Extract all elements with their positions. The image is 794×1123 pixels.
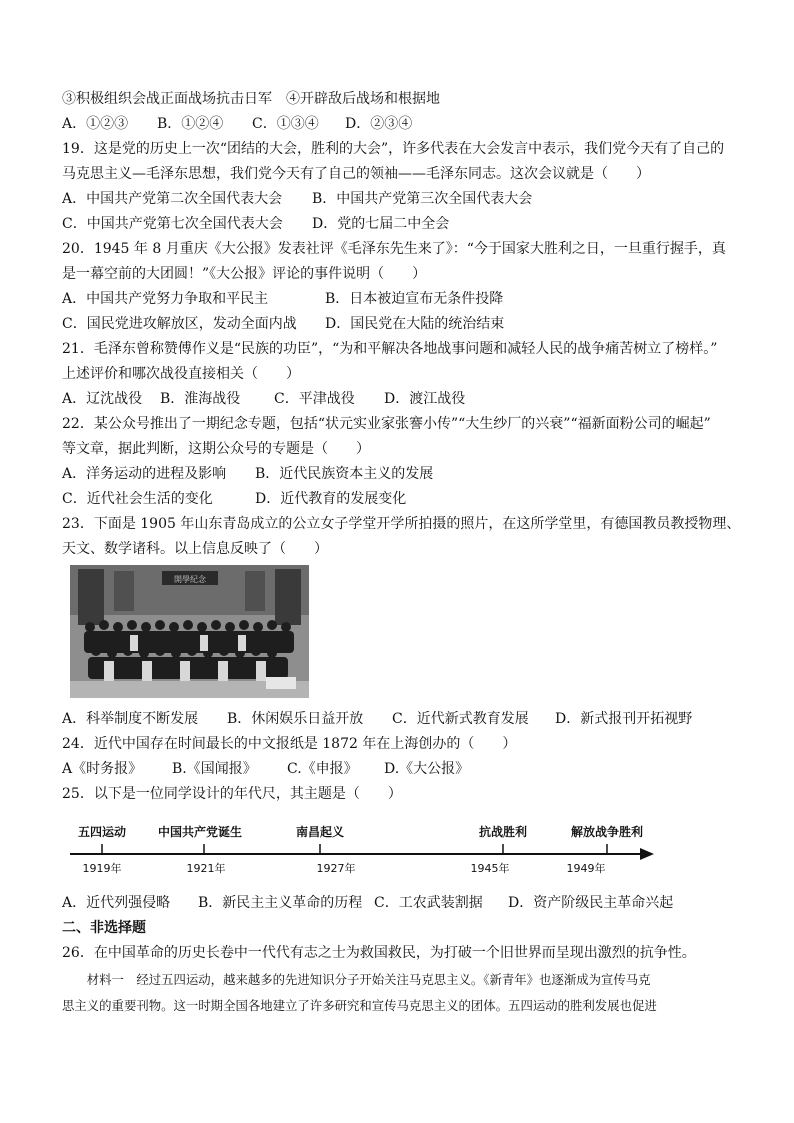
q25-option-c: C．工农武装割据 [374,895,483,911]
q25-option-a: A．近代列强侵略 [62,895,171,911]
q26-material-1-line1: 材料一 经过五四运动，越来越多的先进知识分子开始关注马克思主义。《新青年》也逐渐成为宣传马克 [62,972,651,987]
q20-option-c: C．国民党进攻解放区，发动全面内战 [62,316,297,332]
q21-stem-line1: 21．毛泽东曾称赞傅作义是“民族的功臣”，“为和平解决各地战事问题和减轻人民的战争痛苦树立了榜样。” [62,341,718,357]
q20-option-b: B．日本被迫宣布无条件投降 [325,291,504,307]
group-photo-image [70,565,309,698]
q20-stem-line1: 20．1945 年 8 月重庆《大公报》发表社评《毛泽东先生来了》：“今于国家大胜利之日，一旦重行握手，真 [62,241,726,257]
q21-option-d: D．渡江战役 [384,391,466,407]
timeline-event-war-victory: 抗战胜利 [478,825,528,839]
timeline-event-liberation-victory: 解放战争胜利 [570,825,644,839]
q19-option-b: B．中国共产党第三次全国代表大会 [312,191,533,207]
q23-option-a: A．科举制度不断发展 [62,711,199,727]
q24-option-b: B.《国闻报》 [172,761,257,777]
q22-option-b: B．近代民族资本主义的发展 [255,466,434,482]
q21-option-a: A．辽沈战役 [62,391,143,407]
school-group-photo [70,565,309,698]
q25-option-d: D．资产阶级民主革命兴起 [508,895,674,911]
timeline-year-1927: 1927年 [316,862,356,875]
q19-stem-line1: 19．这是党的历史上一次“团结的大会，胜利的大会”，许多代表在大会发言中表示，我们党今天有了自己的 [62,141,725,157]
timeline-year-1949: 1949年 [566,862,606,875]
q22-option-a: A．洋务运动的进程及影响 [62,466,227,482]
timeline-event-may-fourth: 五四运动 [77,825,127,839]
timeline-event-nanchang-uprising: 南昌起义 [295,825,345,839]
q18-statement-3-4: ③积极组织会战正面战场抗击日军 ④开辟敌后战场和根据地 [62,91,440,107]
q22-option-c: C．近代社会生活的变化 [62,491,213,507]
timeline-arrow-icon [640,848,654,860]
q23-stem-line1: 23．下面是 1905 年山东青岛成立的公立女子学堂开学所拍摄的照片，在这所学堂里，有德国教员教授物理、 [62,516,741,532]
svg-text:開學紀念: 開學紀念 [174,575,206,584]
q23-option-c: C．近代新式教育发展 [392,711,529,727]
q24-option-c: C.《申报》 [287,761,358,777]
q26-stem: 26．在中国革命的历史长卷中一代代有志之士为救国救民，为打破一个旧世界而呈现出激烈的抗争性。 [62,945,696,961]
q23-stem-line2: 天文、数学诸科。以上信息反映了（ ） [62,541,328,557]
q24-stem: 24．近代中国存在时间最长的中文报纸是 1872 年在上海创办的（ ） [62,736,517,752]
q20-option-d: D．国民党在大陆的统治结束 [325,316,505,332]
q18-option-a: A．①②③ [62,116,129,132]
era-timeline [62,818,662,880]
q23-option-d: D．新式报刊开拓视野 [555,711,693,727]
q23-option-b: B．休闲娱乐日益开放 [227,711,364,727]
q18-option-d: D．②③④ [345,116,413,132]
q18-option-c: C．①③④ [252,116,319,132]
q25-option-b: B．新民主主义革命的历程 [198,895,363,911]
q20-stem-line2: 是一幕空前的大团圆！”《大公报》评论的事件说明（ ） [62,266,427,282]
q22-option-d: D．近代教育的发展变化 [255,491,407,507]
q18-option-b: B．①②④ [157,116,224,132]
q21-option-b: B．淮海战役 [160,391,241,407]
q19-stem-line2: 马克思主义—毛泽东思想，我们党今天有了自己的领袖——毛泽东同志。这次会议就是（ ） [62,166,650,182]
q22-stem-line1: 22．某公众号推出了一期纪念专题，包括“状元实业家张謇小传”“大生纱厂的兴衰”“福新面粉公司的崛起” [62,416,711,432]
timeline-year-1921: 1921年 [186,862,226,875]
q20-option-a: A．中国共产党努力争取和平民主 [62,291,269,307]
q24-option-a: A《时务报》 [62,761,143,777]
timeline-year-1919: 1919年 [82,862,122,875]
section-title-non-choice: 二、非选择题 [62,920,146,936]
q21-stem-line2: 上述评价和哪次战役直接相关（ ） [62,366,300,382]
q25-stem: 25．以下是一位同学设计的年代尺，其主题是（ ） [62,786,402,802]
timeline-event-cpc-founding: 中国共产党诞生 [157,825,243,839]
q26-material-1-line2: 思主义的重要刊物。这一时期全国各地建立了许多研究和宣传马克思主义的团体。五四运动的胜利发展也促进 [62,998,657,1013]
q19-option-c: C．中国共产党第七次全国代表大会 [62,216,283,232]
q24-option-d: D.《大公报》 [384,761,470,777]
timeline-year-1945: 1945年 [470,862,510,875]
q21-option-c: C．平津战役 [274,391,355,407]
q19-option-d: D．党的七届二中全会 [312,216,450,232]
q19-option-a: A．中国共产党第二次全国代表大会 [62,191,283,207]
q22-stem-line2: 等文章，据此判断，这期公众号的专题是（ ） [62,441,370,457]
